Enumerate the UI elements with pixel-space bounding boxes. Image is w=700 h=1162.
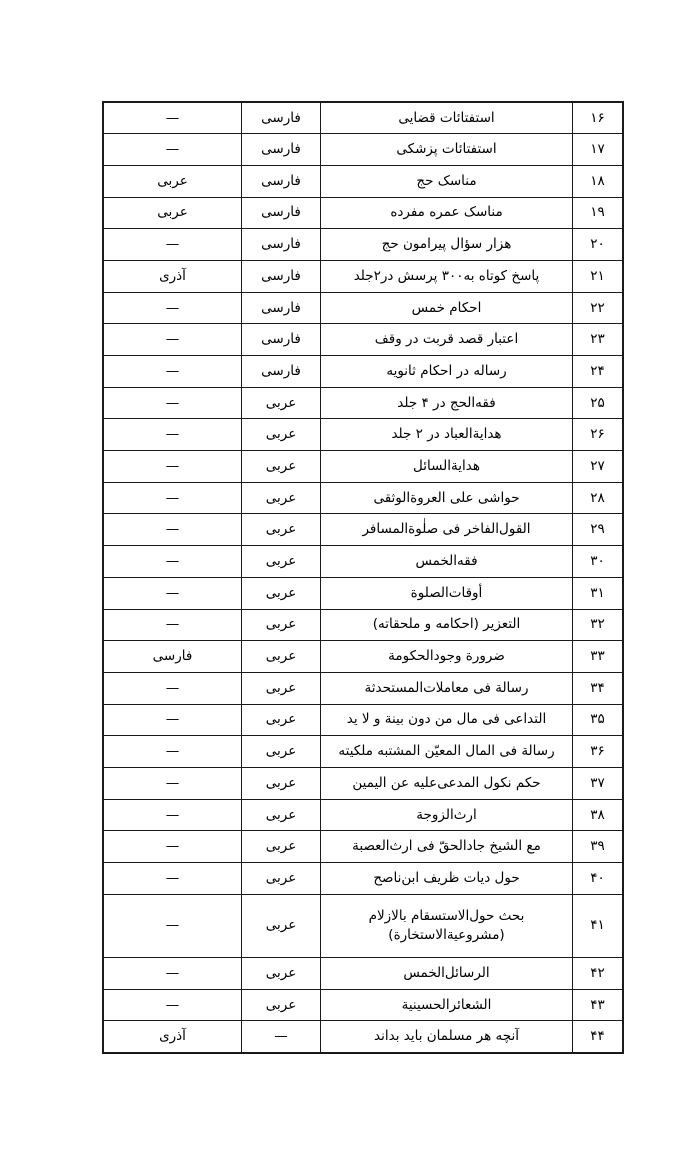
- row-number-cell: ۳۱: [573, 577, 624, 609]
- translation-cell: —: [103, 831, 242, 863]
- row-number-cell: ۲۳: [573, 324, 624, 356]
- translation-cell: —: [103, 514, 242, 546]
- language-cell: عربی: [242, 894, 321, 957]
- book-title-cell: فقه‌الحج در ۴ جلد: [321, 387, 573, 419]
- translation-cell: —: [103, 229, 242, 261]
- book-title-cell: هدایة‌العباد در ۲ جلد: [321, 419, 573, 451]
- language-cell: فارسی: [242, 197, 321, 229]
- row-number-cell: ۲۶: [573, 419, 624, 451]
- translation-cell: —: [103, 704, 242, 736]
- books-table-body: [103, 102, 623, 1053]
- language-cell: عربی: [242, 419, 321, 451]
- translation-cell: —: [103, 767, 242, 799]
- book-title-cell: ضرورة وجودالحکومة: [321, 641, 573, 673]
- translation-cell: آذری: [103, 1021, 242, 1053]
- book-title-cell: رسالة فی المال المعیّن المشتبه ملکیته: [321, 736, 573, 768]
- table-row: [103, 958, 623, 990]
- row-number-cell: ۳۶: [573, 736, 624, 768]
- translation-cell: —: [103, 958, 242, 990]
- row-number-cell: ۱۸: [573, 165, 624, 197]
- translation-cell: —: [103, 799, 242, 831]
- book-title-cell: هزار سؤال پیرامون حج: [321, 229, 573, 261]
- row-number-cell: ۲۸: [573, 482, 624, 514]
- table-row: [103, 799, 623, 831]
- language-cell: عربی: [242, 989, 321, 1021]
- row-number-cell: ۲۴: [573, 356, 624, 388]
- table-row: [103, 577, 623, 609]
- language-cell: فارسی: [242, 165, 321, 197]
- translation-cell: —: [103, 134, 242, 166]
- language-cell: عربی: [242, 514, 321, 546]
- book-title-cell: مناسک حج: [321, 165, 573, 197]
- language-cell: —: [242, 1021, 321, 1053]
- book-title-cell: رساله در احکام ثانویه: [321, 356, 573, 388]
- book-title-line2: (مشروعیة‌الاستخارة): [388, 927, 505, 944]
- table-row: [103, 672, 623, 704]
- row-number-cell: ۳۳: [573, 641, 624, 673]
- language-cell: فارسی: [242, 356, 321, 388]
- translation-cell: فارسی: [103, 641, 242, 673]
- translation-cell: —: [103, 292, 242, 324]
- row-number-cell: ۱۷: [573, 134, 624, 166]
- book-title-cell: [321, 894, 573, 957]
- translation-cell: عربی: [103, 197, 242, 229]
- book-title-cell: التعزیر (احکامه و ملحقاته): [321, 609, 573, 641]
- book-title-cell: حواشی علی العروة‌الوثقی: [321, 482, 573, 514]
- language-cell: عربی: [242, 641, 321, 673]
- language-cell: عربی: [242, 609, 321, 641]
- translation-cell: —: [103, 419, 242, 451]
- translation-cell: —: [103, 356, 242, 388]
- table-row: [103, 165, 623, 197]
- book-title-cell: استفتائات قضایی: [321, 102, 573, 134]
- row-number-cell: ۲۷: [573, 451, 624, 483]
- language-cell: عربی: [242, 863, 321, 895]
- book-title-cell: مناسک عمره مفرده: [321, 197, 573, 229]
- language-cell: عربی: [242, 736, 321, 768]
- book-title-cell: اعتبار قصد قربت در وقف: [321, 324, 573, 356]
- translation-cell: —: [103, 577, 242, 609]
- translation-cell: —: [103, 894, 242, 957]
- translation-cell: —: [103, 863, 242, 895]
- table-row: [103, 831, 623, 863]
- table-row: [103, 419, 623, 451]
- table-row: [103, 134, 623, 166]
- translation-cell: عربی: [103, 165, 242, 197]
- book-title-cell: پاسخ کوتاه به۳۰۰ پرسش در۲جلد: [321, 260, 573, 292]
- row-number-cell: ۲۲: [573, 292, 624, 324]
- row-number-cell: ۴۲: [573, 958, 624, 990]
- table-row: [103, 482, 623, 514]
- language-cell: فارسی: [242, 324, 321, 356]
- row-number-cell: ۲۵: [573, 387, 624, 419]
- book-title-cell: احکام خمس: [321, 292, 573, 324]
- language-cell: فارسی: [242, 292, 321, 324]
- row-number-cell: ۳۹: [573, 831, 624, 863]
- row-number-cell: ۴۰: [573, 863, 624, 895]
- language-cell: عربی: [242, 799, 321, 831]
- translation-cell: —: [103, 609, 242, 641]
- language-cell: عربی: [242, 387, 321, 419]
- translation-cell: —: [103, 736, 242, 768]
- translation-cell: —: [103, 482, 242, 514]
- translation-cell: —: [103, 672, 242, 704]
- book-title-cell: الشعائرالحسینیة: [321, 989, 573, 1021]
- row-number-cell: ۲۰: [573, 229, 624, 261]
- table-row: [103, 546, 623, 578]
- translation-cell: آذری: [103, 260, 242, 292]
- books-table: [102, 101, 624, 1054]
- book-title-cell: آنچه هر مسلمان باید بداند: [321, 1021, 573, 1053]
- table-row: [103, 451, 623, 483]
- book-title-cell: حکم نکول المدعی‌علیه عن الیمین: [321, 767, 573, 799]
- language-cell: فارسی: [242, 229, 321, 261]
- language-cell: فارسی: [242, 260, 321, 292]
- table-row: [103, 197, 623, 229]
- translation-cell: —: [103, 102, 242, 134]
- table-row: [103, 641, 623, 673]
- translation-cell: —: [103, 387, 242, 419]
- table-row: [103, 989, 623, 1021]
- row-number-cell: ۱۹: [573, 197, 624, 229]
- language-cell: فارسی: [242, 102, 321, 134]
- row-number-cell: ۳۵: [573, 704, 624, 736]
- book-title-cell: هدایة‌السائل: [321, 451, 573, 483]
- language-cell: عربی: [242, 704, 321, 736]
- table-row: [103, 356, 623, 388]
- row-number-cell: ۳۲: [573, 609, 624, 641]
- row-number-cell: ۳۰: [573, 546, 624, 578]
- table-row: [103, 260, 623, 292]
- row-number-cell: ۲۹: [573, 514, 624, 546]
- language-cell: عربی: [242, 831, 321, 863]
- table-row: [103, 387, 623, 419]
- table-row: [103, 514, 623, 546]
- book-title-cell: استفتائات پزشکی: [321, 134, 573, 166]
- book-title-line1: بحث حول‌الاستسقام بالازلام: [368, 907, 525, 924]
- book-title-cell: فقه‌الخمس: [321, 546, 573, 578]
- table-row: [103, 102, 623, 134]
- table-row: [103, 767, 623, 799]
- language-cell: عربی: [242, 577, 321, 609]
- table-row: [103, 324, 623, 356]
- row-number-cell: ۳۴: [573, 672, 624, 704]
- row-number-cell: ۱۶: [573, 102, 624, 134]
- translation-cell: —: [103, 451, 242, 483]
- language-cell: عربی: [242, 451, 321, 483]
- language-cell: عربی: [242, 958, 321, 990]
- language-cell: عربی: [242, 767, 321, 799]
- row-number-cell: ۴۴: [573, 1021, 624, 1053]
- translation-cell: —: [103, 546, 242, 578]
- book-title-cell: التداعی فی مال من دون بینة و لا ید: [321, 704, 573, 736]
- table-row: [103, 609, 623, 641]
- row-number-cell: ۲۱: [573, 260, 624, 292]
- book-title-cell: رسالة فی معاملات‌المستحدثة: [321, 672, 573, 704]
- table-row: [103, 292, 623, 324]
- language-cell: عربی: [242, 672, 321, 704]
- table-row: [103, 229, 623, 261]
- table-row: [103, 704, 623, 736]
- book-title-cell: مع الشیخ جادالحقّ فی ارث‌العصبة: [321, 831, 573, 863]
- table-row: [103, 863, 623, 895]
- book-title-cell: القول‌الفاخر فی صلٰوة‌المسافر: [321, 514, 573, 546]
- language-cell: عربی: [242, 482, 321, 514]
- row-number-cell: ۳۸: [573, 799, 624, 831]
- language-cell: عربی: [242, 546, 321, 578]
- table-row: [103, 736, 623, 768]
- table-row: [103, 894, 623, 957]
- translation-cell: —: [103, 324, 242, 356]
- book-title-cell: أوقات‌الصلوة: [321, 577, 573, 609]
- language-cell: فارسی: [242, 134, 321, 166]
- translation-cell: —: [103, 989, 242, 1021]
- book-title-cell: الرسائل‌الخمس: [321, 958, 573, 990]
- row-number-cell: ۳۷: [573, 767, 624, 799]
- row-number-cell: ۴۱: [573, 894, 624, 957]
- book-title-cell: حول دیات ظریف ابن‌ناصح: [321, 863, 573, 895]
- table-row: [103, 1021, 623, 1053]
- row-number-cell: ۴۳: [573, 989, 624, 1021]
- book-title-cell: ارث‌الزوجة: [321, 799, 573, 831]
